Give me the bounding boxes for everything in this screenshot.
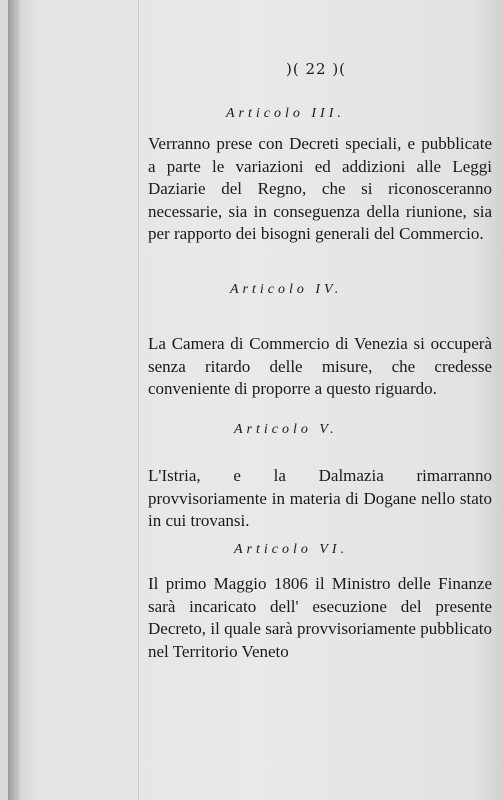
article-5-text: L'Istria, e la Dalmazia rimarranno provvisoriamente in materia di Dogane nello stato in cui trovansi. — [148, 466, 492, 530]
article-5-heading: Articolo V. — [234, 422, 338, 437]
article-3-heading: Articolo III. — [226, 106, 345, 121]
article-4-heading: Articolo IV. — [230, 282, 343, 297]
article-4-text: La Camera di Commercio di Venezia si occuperà senza ritardo delle misure, che credesse conveniente di proporre a questo riguardo. — [148, 334, 492, 398]
article-6-heading: Articolo VI. — [234, 542, 349, 557]
article-3-text: Verranno prese con Decreti speciali, e pubblicate a parte le variazioni ed addizioni alle Leggi Daziarie del Regno, che si riconosceranno necessarie, sia in conseguenza della riunione, sia per rapporto dei bisogni generali del Commercio. — [148, 134, 492, 243]
document-page — [8, 0, 503, 800]
article-6-text: Il primo Maggio 1806 il Ministro delle Finanze sarà incaricato dell' esecuzione del presente Decreto, il quale sarà provvisoriamente pubblicato nel Territorio Veneto — [148, 574, 492, 661]
page-number: )( 22 )( — [286, 60, 347, 78]
paper-fold-line — [18, 0, 139, 800]
